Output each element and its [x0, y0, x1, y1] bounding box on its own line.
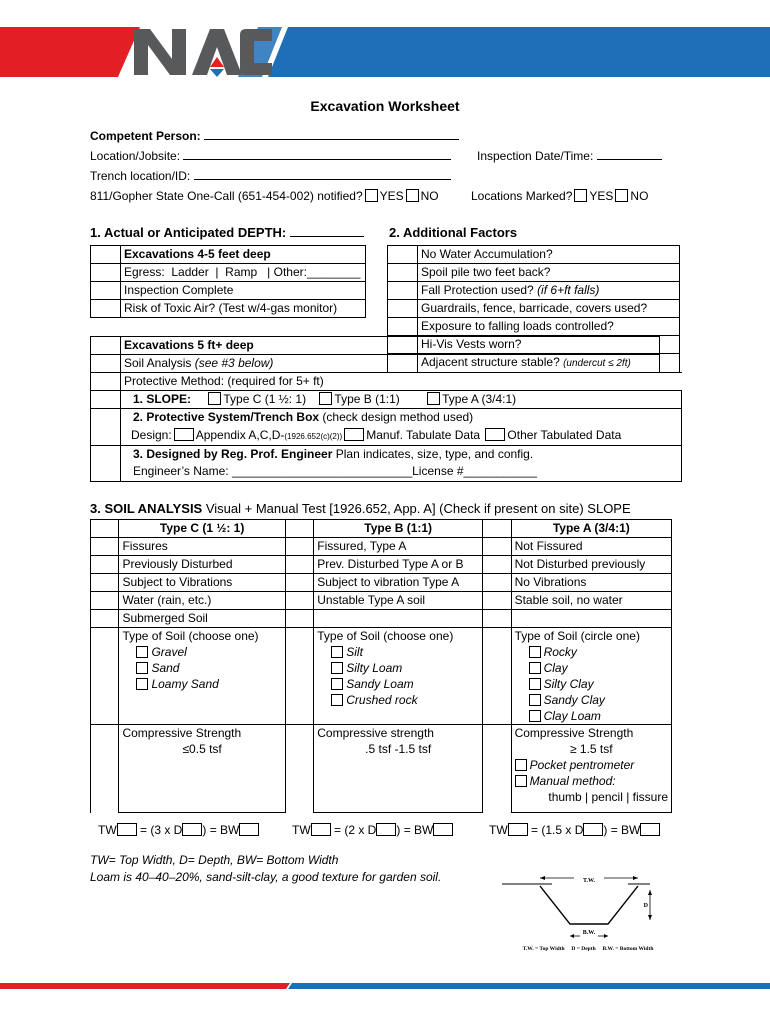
strength-value: ≥ 1.5 tsf — [569, 742, 613, 756]
group1-inspection: Inspection Complete — [121, 282, 366, 300]
group1-title: Excavations 4-5 feet deep — [121, 246, 366, 264]
location-field[interactable] — [183, 149, 451, 160]
adjacent-label: Adjacent structure stable? — [421, 355, 564, 369]
tw-mid: = (2 x D — [334, 823, 377, 837]
checkbox-cell[interactable] — [91, 282, 121, 300]
logo-letter-n — [134, 29, 186, 75]
competent-person-field[interactable] — [204, 129, 459, 140]
table-row — [91, 725, 672, 813]
protective-method: Protective Method: (required for 5+ ft) — [121, 373, 682, 391]
manual-method-checkbox[interactable] — [515, 775, 527, 787]
fall-protection-label: Fall Protection used? — [421, 283, 538, 297]
tw-formula-b — [292, 823, 453, 837]
tw-box[interactable] — [117, 823, 137, 836]
checkbox-cell[interactable] — [91, 337, 121, 355]
soil-checkbox[interactable] — [529, 710, 541, 722]
col-c-row: Fissures — [119, 538, 285, 556]
col-b-strength — [314, 725, 483, 813]
depth-field[interactable] — [290, 226, 364, 237]
strength-label: Compressive Strength — [122, 726, 242, 740]
col-a-soil — [511, 628, 671, 725]
checkbox-cell[interactable] — [91, 264, 121, 282]
soil-option — [122, 644, 281, 660]
table-row — [91, 610, 672, 628]
d-box[interactable] — [583, 823, 603, 836]
competent-person-label: Competent Person: — [90, 129, 201, 143]
table-row — [91, 556, 672, 574]
soil-name: Crushed rock — [346, 693, 418, 707]
tw-mid: = (1.5 x D — [531, 823, 584, 837]
col-a-row: Not Fissured — [511, 538, 671, 556]
col-a-header: Type A (3/4:1) — [511, 520, 671, 538]
col-a-row: Stable soil, no water — [511, 592, 671, 610]
banner-graphic — [0, 27, 770, 77]
slope-a-label: Type A (3/4:1) — [442, 392, 517, 406]
d-box[interactable] — [182, 823, 202, 836]
slope-c-checkbox[interactable] — [208, 392, 221, 405]
checkbox-cell[interactable] — [483, 538, 511, 556]
checkbox-cell[interactable] — [483, 520, 511, 538]
col-b-soil-label: Type of Soil (choose one) — [317, 629, 454, 643]
section1-heading-row — [90, 226, 364, 240]
checkbox-cell[interactable] — [285, 610, 313, 628]
spacer-cell — [659, 355, 681, 373]
gopher-no-checkbox[interactable] — [406, 189, 419, 202]
soil-option — [317, 644, 479, 660]
col-b-row: Subject to vibration Type A — [314, 574, 483, 592]
inspection-date-row — [477, 149, 662, 163]
col-a-strength — [511, 725, 671, 813]
soil-checkbox[interactable] — [529, 678, 541, 690]
tw-post: ) = BW — [603, 823, 641, 837]
checkbox-cell[interactable] — [91, 610, 119, 628]
soil-option — [317, 676, 479, 692]
checkbox-cell[interactable] — [483, 574, 511, 592]
diagram-tw-label: T.W. — [582, 878, 596, 884]
checkbox-cell[interactable] — [91, 246, 121, 264]
col-a-soil-label: Type of Soil (circle one) — [514, 629, 640, 643]
soil-checkbox[interactable] — [331, 694, 343, 706]
checkbox-cell[interactable] — [285, 520, 313, 538]
checkbox-cell[interactable] — [91, 574, 119, 592]
section1-group1-table — [90, 245, 366, 318]
design-other: Other Tabulated Data — [507, 427, 622, 442]
soil-option — [515, 660, 668, 676]
checkbox-cell[interactable] — [285, 592, 313, 610]
gopher-label: 811/Gopher State One-Call (651-454-002) notified? — [90, 189, 363, 203]
soil-option — [515, 644, 668, 660]
section1-group2-table — [90, 336, 682, 482]
header-banner — [0, 27, 770, 77]
strength-label: Compressive strength — [317, 726, 434, 740]
page-title: Excavation Worksheet — [310, 98, 460, 114]
soil-checkbox[interactable] — [529, 646, 541, 658]
factor-item: Spoil pile two feet back? — [418, 264, 680, 282]
tw-label: TW — [292, 823, 311, 837]
slope-row — [121, 391, 682, 409]
table-row — [91, 520, 672, 538]
trench-location-label: Trench location/ID: — [90, 169, 191, 183]
factor-item: Guardrails, fence, barricade, covers used? — [418, 300, 680, 318]
strength-check-label: Pocket pentrometer — [529, 758, 635, 772]
gopher-yes-label: YES — [379, 189, 404, 203]
soil-checkbox[interactable] — [529, 662, 541, 674]
col-b-header: Type B (1:1) — [314, 520, 483, 538]
inspection-date-label: Inspection Date/Time: — [477, 149, 594, 163]
blank-cell — [91, 725, 119, 813]
tw-post: ) = BW — [396, 823, 434, 837]
competent-person-row — [90, 129, 459, 143]
col-c-soil — [119, 628, 285, 725]
checkbox-cell[interactable] — [91, 300, 121, 318]
checkbox-cell[interactable] — [483, 610, 511, 628]
logo-triangle-blue — [210, 69, 224, 77]
soil-option — [515, 708, 668, 724]
checkbox-cell[interactable] — [388, 282, 418, 300]
section2-heading: 2. Additional Factors — [389, 225, 518, 240]
col-a-row: No Vibrations — [511, 574, 671, 592]
slope-b-checkbox[interactable] — [319, 392, 332, 405]
table-row — [91, 574, 672, 592]
slope-b-label: Type B (1:1) — [334, 392, 400, 406]
soil-option — [317, 692, 479, 708]
checkbox-cell[interactable] — [91, 445, 121, 481]
table-row — [91, 355, 682, 373]
slope-a-checkbox[interactable] — [427, 392, 440, 405]
pentrometer-checkbox[interactable] — [515, 759, 527, 771]
checkbox-cell[interactable] — [388, 246, 418, 264]
checkbox-cell[interactable] — [388, 264, 418, 282]
group1-egress: Egress: Ladder | Ramp | Other:________ — [121, 264, 366, 282]
strength-value: ≤0.5 tsf — [182, 742, 222, 756]
soil-analysis-label: Soil Analysis — [124, 356, 195, 370]
table-row — [388, 264, 680, 282]
table-row — [91, 391, 682, 409]
col-c-header: Type C (1 ½: 1) — [119, 520, 285, 538]
factor-item: No Water Accumulation? — [418, 246, 680, 264]
designed-label: 3. Designed by Reg. Prof. Engineer — [133, 446, 333, 461]
soil-checkbox[interactable] — [331, 646, 343, 658]
checkbox-cell[interactable] — [91, 373, 121, 391]
table-row — [91, 337, 682, 355]
col-b-row: Unstable Type A soil — [314, 592, 483, 610]
table-row — [91, 409, 682, 427]
table-row — [91, 282, 366, 300]
strength-tail: thumb | pencil | fissure — [548, 790, 668, 804]
strength-label: Compressive Strength — [514, 726, 634, 740]
soil-checkbox[interactable] — [331, 662, 343, 674]
tw-formula-c — [98, 823, 259, 837]
checkbox-cell[interactable] — [91, 520, 119, 538]
design-row — [121, 427, 682, 446]
strength-check — [515, 773, 668, 789]
group2-title: Excavations 5 ft+ deep — [121, 337, 660, 355]
d-box[interactable] — [376, 823, 396, 836]
bottom-stripe-graphic — [0, 983, 770, 989]
col-b-row — [314, 610, 483, 628]
tw-box[interactable] — [311, 823, 331, 836]
locations-yes-label: YES — [589, 189, 614, 203]
soil-analysis-note: (see #3 below) — [194, 356, 274, 370]
design-manuf-checkbox[interactable] — [344, 428, 364, 441]
checkbox-cell[interactable] — [91, 355, 121, 373]
locations-marked-row — [471, 189, 648, 203]
section1-heading: 1. Actual or Anticipated DEPTH: — [90, 225, 287, 240]
location-label: Location/Jobsite: — [90, 149, 181, 163]
soil-checkbox[interactable] — [136, 678, 148, 690]
col-c-row: Water (rain, etc.) — [119, 592, 285, 610]
col-b-soil — [314, 628, 483, 725]
soil-option — [317, 660, 479, 676]
factor-item: Hi-Vis Vests worn? — [418, 336, 680, 354]
soil-name: Gravel — [151, 645, 187, 659]
diagram-bw-label: B.W. — [582, 930, 596, 936]
section3-heading-rest: Visual + Manual Test [1926.652, App. A] (Check if present on site) SLOPE — [202, 501, 631, 516]
tw-label: TW — [489, 823, 508, 837]
col-b-row: Prev. Disturbed Type A or B — [314, 556, 483, 574]
factor-item: Exposure to falling loads controlled? — [418, 318, 680, 336]
soil-analysis-table — [90, 519, 672, 813]
section3-heading — [90, 501, 631, 517]
checkbox-cell[interactable] — [285, 574, 313, 592]
soil-name: Clay — [543, 661, 568, 675]
blank-cell — [483, 725, 511, 813]
soil-option — [122, 660, 281, 676]
soil-name: Sandy Loam — [346, 677, 414, 691]
strength-value: .5 tsf -1.5 tsf — [365, 742, 432, 756]
locations-no-label: NO — [630, 189, 649, 203]
trench-location-field[interactable] — [194, 169, 451, 180]
col-c-soil-label: Type of Soil (choose one) — [122, 629, 259, 643]
locations-no-checkbox[interactable] — [615, 189, 628, 202]
blank-cell — [285, 628, 313, 725]
col-b-row: Fissured, Type A — [314, 538, 483, 556]
soil-option — [122, 676, 281, 692]
checkbox-cell[interactable] — [388, 318, 418, 336]
checkbox-cell[interactable] — [285, 556, 313, 574]
design-manuf: Manuf. Tabulate Data — [366, 427, 481, 442]
checkbox-cell[interactable] — [483, 556, 511, 574]
section3-heading-bold: 3. SOIL ANALYSIS — [90, 501, 203, 516]
table-row — [91, 463, 682, 481]
blank-cell — [91, 628, 119, 725]
bw-box[interactable] — [640, 823, 660, 836]
table-row — [91, 592, 672, 610]
footer-note-2: Loam is 40–40–20%, sand-silt-clay, a good texture for garden soil. — [90, 870, 442, 884]
design-appendix: Appendix A,C,D- — [195, 427, 285, 442]
soil-analysis-cell — [121, 355, 660, 373]
table-row — [91, 628, 672, 725]
logo-text — [0, 27, 1, 28]
table-row — [91, 373, 682, 391]
diagram-d-label: D — [643, 903, 648, 909]
soil-name: Loamy Sand — [151, 677, 219, 691]
system-label: 2. Protective System/Trench Box — [133, 410, 320, 424]
table-row — [91, 427, 682, 446]
location-row — [90, 149, 451, 163]
checkbox-cell[interactable] — [91, 538, 119, 556]
blank-cell — [483, 628, 511, 725]
inspection-date-field[interactable] — [597, 149, 662, 160]
slope-c-label: Type C (1 ½: 1) — [223, 392, 307, 406]
checkbox-cell[interactable] — [91, 556, 119, 574]
spacer-cell — [659, 337, 681, 355]
gopher-yes-checkbox[interactable] — [365, 189, 378, 202]
soil-name: Clay Loam — [543, 709, 601, 723]
checkbox-cell[interactable] — [388, 300, 418, 318]
soil-name: Silty Clay — [543, 677, 594, 691]
design-label: Design: — [131, 427, 172, 442]
trench-diagram — [500, 872, 672, 954]
soil-checkbox[interactable] — [136, 646, 148, 658]
engineer-row: Engineer’s Name: ___________________________License #___________ — [121, 463, 682, 481]
group1-toxic-air: Risk of Toxic Air? (Test w/4-gas monitor) — [121, 300, 366, 318]
table-row — [91, 300, 366, 318]
col-c-row: Submerged Soil — [119, 610, 285, 628]
system-note: (check design method used) — [319, 410, 474, 424]
soil-name: Rocky — [543, 645, 577, 659]
gopher-row — [90, 189, 439, 203]
table-row — [388, 282, 680, 300]
table-row — [91, 246, 366, 264]
checkbox-cell[interactable] — [483, 592, 511, 610]
soil-name: Sandy Clay — [543, 693, 605, 707]
col-c-row: Previously Disturbed — [119, 556, 285, 574]
footer-note-1: TW= Top Width, D= Depth, BW= Bottom Width — [90, 853, 339, 867]
checkbox-cell[interactable] — [91, 592, 119, 610]
soil-checkbox[interactable] — [529, 694, 541, 706]
strength-check — [515, 757, 668, 773]
soil-name: Silty Loam — [346, 661, 403, 675]
col-c-strength — [119, 725, 285, 813]
col-a-row — [511, 610, 671, 628]
tw-post: ) = BW — [202, 823, 240, 837]
design-appendix-checkbox[interactable] — [174, 428, 194, 441]
soil-option — [515, 692, 668, 708]
logo-letter-a — [192, 29, 242, 75]
design-appendix-ref: (1926.652(c)(2)) — [284, 431, 343, 441]
strength-check-label: Manual method: — [529, 774, 616, 788]
checkbox-cell[interactable] — [91, 409, 121, 446]
blank-cell — [285, 725, 313, 813]
trench-location-row — [90, 169, 451, 183]
slope-label: 1. SLOPE: — [133, 392, 192, 406]
soil-name: Silt — [346, 645, 363, 659]
table-row — [91, 445, 682, 463]
tw-box[interactable] — [508, 823, 528, 836]
factor-item — [418, 282, 680, 300]
table-row — [388, 318, 680, 336]
soil-checkbox[interactable] — [136, 662, 148, 674]
bottom-stripe — [0, 976, 770, 982]
diagram-legend: T.W. = Top Width D = Depth B.W. = Bottom Width — [522, 946, 654, 952]
tw-label: TW — [98, 823, 117, 837]
design-other-checkbox[interactable] — [485, 428, 505, 441]
tw-formula-a — [489, 823, 660, 837]
table-row — [91, 538, 672, 556]
designed-row — [121, 445, 682, 463]
system-row — [121, 409, 682, 427]
tw-mid: = (3 x D — [140, 823, 183, 837]
table-row — [388, 300, 680, 318]
bw-box[interactable] — [433, 823, 453, 836]
checkbox-cell[interactable] — [285, 538, 313, 556]
table-row — [91, 264, 366, 282]
locations-yes-checkbox[interactable] — [574, 189, 587, 202]
soil-name: Sand — [151, 661, 180, 675]
soil-option — [515, 676, 668, 692]
col-c-row: Subject to Vibrations — [119, 574, 285, 592]
designed-note: Plan indicates, size, type, and config. — [332, 446, 534, 461]
fall-protection-note: (if 6+ft falls) — [537, 283, 600, 297]
checkbox-cell[interactable] — [91, 391, 121, 409]
adjacent-note: (undercut ≤ 2ft) — [563, 358, 631, 369]
table-row — [388, 246, 680, 264]
soil-checkbox[interactable] — [331, 678, 343, 690]
bw-box[interactable] — [239, 823, 259, 836]
locations-marked-label: Locations Marked? — [471, 189, 573, 203]
col-a-row: Not Disturbed previously — [511, 556, 671, 574]
gopher-no-label: NO — [420, 189, 439, 203]
